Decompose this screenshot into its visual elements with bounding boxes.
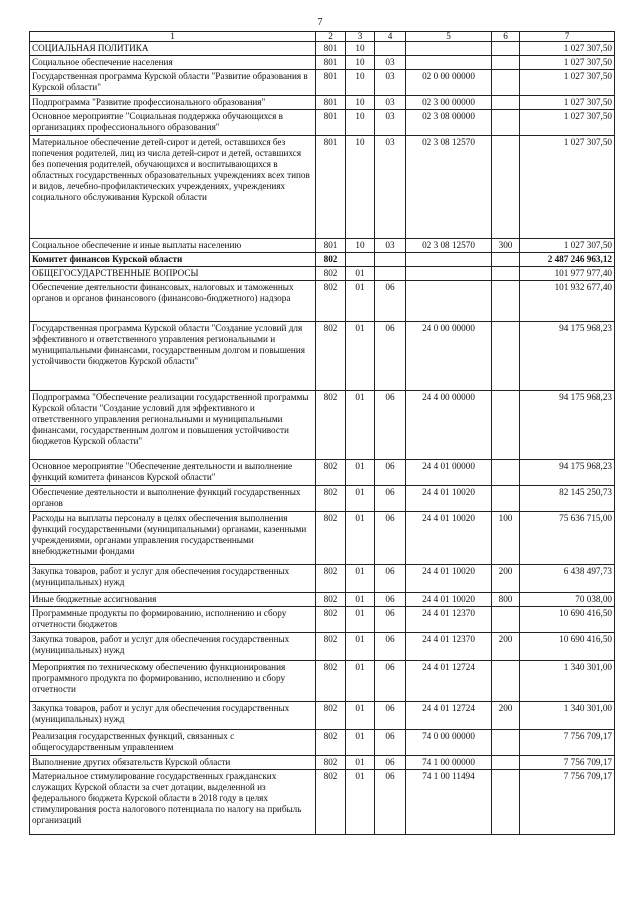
section-code-cell: 10 bbox=[346, 70, 375, 96]
section-code-cell: 01 bbox=[346, 770, 375, 835]
subsection-code-cell: 03 bbox=[375, 136, 406, 239]
amount-cell: 7 756 709,17 bbox=[520, 730, 615, 756]
target-article-cell: 02 0 00 00000 bbox=[406, 70, 492, 96]
subsection-code-cell: 03 bbox=[375, 56, 406, 70]
target-article-cell: 02 3 00 00000 bbox=[406, 96, 492, 110]
expense-type-cell: 200 bbox=[492, 633, 520, 661]
section-code-cell: 01 bbox=[346, 702, 375, 730]
admin-code-cell: 802 bbox=[316, 661, 346, 702]
table-row bbox=[30, 661, 615, 702]
section-code-cell: 01 bbox=[346, 756, 375, 770]
admin-code-cell: 801 bbox=[316, 56, 346, 70]
section-code-cell: 01 bbox=[346, 460, 375, 486]
expense-type-cell bbox=[492, 281, 520, 322]
target-article-cell bbox=[406, 42, 492, 56]
amount-cell: 1 027 307,50 bbox=[520, 110, 615, 136]
amount-cell: 70 038,00 bbox=[520, 593, 615, 607]
admin-code-cell: 801 bbox=[316, 239, 346, 253]
expense-type-cell: 800 bbox=[492, 593, 520, 607]
row-name-cell: Материальное стимулирование государственных гражданских служащих Курской области за счет дотации, выделенной из федерального бюджета Курской области в 2018 году в целях стимулирования роста налогового потенциала по налогу на прибыль организаций bbox=[30, 770, 316, 835]
section-code-cell bbox=[346, 253, 375, 267]
row-name-cell: Государственная программа Курской области "Развитие образования в Курской области" bbox=[30, 70, 316, 96]
table-body bbox=[30, 42, 615, 835]
row-name-cell: ОБЩЕГОСУДАРСТВЕННЫЕ ВОПРОСЫ bbox=[30, 267, 316, 281]
target-article-cell bbox=[406, 281, 492, 322]
table-row bbox=[30, 281, 615, 322]
amount-cell: 101 977 977,40 bbox=[520, 267, 615, 281]
subsection-code-cell: 06 bbox=[375, 391, 406, 460]
admin-code-cell: 802 bbox=[316, 322, 346, 391]
section-code-cell: 01 bbox=[346, 322, 375, 391]
target-article-cell: 74 0 00 00000 bbox=[406, 730, 492, 756]
row-name-cell: Закупка товаров, работ и услуг для обеспечения государственных (муниципальных) нужд bbox=[30, 565, 316, 593]
subsection-code-cell: 06 bbox=[375, 770, 406, 835]
expense-type-cell bbox=[492, 322, 520, 391]
table-row bbox=[30, 96, 615, 110]
amount-cell: 94 175 968,23 bbox=[520, 391, 615, 460]
row-name-cell: Закупка товаров, работ и услуг для обеспечения государственных (муниципальных) нужд bbox=[30, 702, 316, 730]
target-article-cell: 24 4 01 12370 bbox=[406, 607, 492, 633]
row-name-cell: Иные бюджетные ассигнования bbox=[30, 593, 316, 607]
budget-table bbox=[29, 31, 615, 835]
admin-code-cell: 802 bbox=[316, 565, 346, 593]
subsection-code-cell: 06 bbox=[375, 702, 406, 730]
amount-cell: 7 756 709,17 bbox=[520, 756, 615, 770]
row-name-cell: Основное мероприятие "Социальная поддержка обучающихся в организациях профессионального образования" bbox=[30, 110, 316, 136]
amount-cell: 10 690 416,50 bbox=[520, 633, 615, 661]
expense-type-cell bbox=[492, 770, 520, 835]
target-article-cell: 02 3 08 12570 bbox=[406, 239, 492, 253]
admin-code-cell: 801 bbox=[316, 136, 346, 239]
subsection-code-cell: 03 bbox=[375, 239, 406, 253]
admin-code-cell: 801 bbox=[316, 110, 346, 136]
expense-type-cell bbox=[492, 730, 520, 756]
section-code-cell: 10 bbox=[346, 136, 375, 239]
row-name-cell: Подпрограмма "Развитие профессионального образования" bbox=[30, 96, 316, 110]
amount-cell: 2 487 246 963,12 bbox=[520, 253, 615, 267]
subsection-code-cell: 06 bbox=[375, 607, 406, 633]
admin-code-cell: 802 bbox=[316, 593, 346, 607]
subsection-code-cell: 03 bbox=[375, 96, 406, 110]
admin-code-cell: 801 bbox=[316, 42, 346, 56]
amount-cell: 1 027 307,50 bbox=[520, 70, 615, 96]
expense-type-cell bbox=[492, 391, 520, 460]
admin-code-cell: 801 bbox=[316, 70, 346, 96]
header-cell: 2 bbox=[316, 32, 346, 42]
target-article-cell: 24 4 01 12370 bbox=[406, 633, 492, 661]
expense-type-cell bbox=[492, 136, 520, 239]
amount-cell: 75 636 715,00 bbox=[520, 512, 615, 565]
table-row bbox=[30, 56, 615, 70]
expense-type-cell: 300 bbox=[492, 239, 520, 253]
expense-type-cell bbox=[492, 486, 520, 512]
expense-type-cell bbox=[492, 661, 520, 702]
admin-code-cell: 802 bbox=[316, 253, 346, 267]
expense-type-cell bbox=[492, 56, 520, 70]
row-name-cell: Обеспечение деятельности финансовых, налоговых и таможенных органов и органов финансового (финансово-бюджетного) надзора bbox=[30, 281, 316, 322]
amount-cell: 10 690 416,50 bbox=[520, 607, 615, 633]
table-row bbox=[30, 607, 615, 633]
section-code-cell: 10 bbox=[346, 239, 375, 253]
table-row bbox=[30, 136, 615, 239]
target-article-cell bbox=[406, 267, 492, 281]
admin-code-cell: 802 bbox=[316, 460, 346, 486]
row-name-cell: Социальное обеспечение населения bbox=[30, 56, 316, 70]
header-cell: 7 bbox=[520, 32, 615, 42]
target-article-cell: 24 4 01 12724 bbox=[406, 702, 492, 730]
table-row bbox=[30, 565, 615, 593]
row-name-cell: Социальное обеспечение и иные выплаты населению bbox=[30, 239, 316, 253]
subsection-code-cell: 06 bbox=[375, 281, 406, 322]
section-code-cell: 01 bbox=[346, 661, 375, 702]
subsection-code-cell: 06 bbox=[375, 633, 406, 661]
subsection-code-cell: 06 bbox=[375, 661, 406, 702]
amount-cell: 94 175 968,23 bbox=[520, 322, 615, 391]
row-name-cell: СОЦИАЛЬНАЯ ПОЛИТИКА bbox=[30, 42, 316, 56]
table-row bbox=[30, 70, 615, 96]
expense-type-cell bbox=[492, 756, 520, 770]
row-name-cell: Материальное обеспечение детей-сирот и детей, оставшихся без попечения родителей, лиц из числа детей-сирот и детей, оставшихся без попечения родителей, обучающихся и воспитывающихся в областных государственных образовательных учреждениях всех типов и видов, лечебно-профилактических учреждениях, учреждениях социального обслуживания Курской области bbox=[30, 136, 316, 239]
row-name-cell: Государственная программа Курской области "Создание условий для эффективного и ответственного управления региональными и муниципальными финансами, государственным долгом и повышения устойчивости бюджетов Курской области" bbox=[30, 322, 316, 391]
amount-cell: 1 027 307,50 bbox=[520, 42, 615, 56]
table-row bbox=[30, 702, 615, 730]
admin-code-cell: 802 bbox=[316, 267, 346, 281]
subsection-code-cell bbox=[375, 253, 406, 267]
header-cell: 3 bbox=[346, 32, 375, 42]
table-row bbox=[30, 239, 615, 253]
target-article-cell: 74 1 00 00000 bbox=[406, 756, 492, 770]
section-code-cell: 10 bbox=[346, 42, 375, 56]
page-number: 7 bbox=[317, 17, 323, 28]
header-row bbox=[30, 32, 615, 42]
table-row bbox=[30, 42, 615, 56]
subsection-code-cell: 06 bbox=[375, 322, 406, 391]
target-article-cell: 24 4 01 00000 bbox=[406, 460, 492, 486]
expense-type-cell: 200 bbox=[492, 702, 520, 730]
expense-type-cell bbox=[492, 96, 520, 110]
admin-code-cell: 802 bbox=[316, 486, 346, 512]
row-name-cell: Основное мероприятие "Обеспечение деятельности и выполнение функций комитета финансов Курской области" bbox=[30, 460, 316, 486]
table-row bbox=[30, 486, 615, 512]
row-name-cell: Реализация государственных функций, связанных с общегосударственным управлением bbox=[30, 730, 316, 756]
table-row bbox=[30, 267, 615, 281]
row-name-cell: Мероприятия по техническому обеспечению функционирования программного продукта по формированию, исполнению и сбору отчетности bbox=[30, 661, 316, 702]
subsection-code-cell: 06 bbox=[375, 512, 406, 565]
expense-type-cell: 200 bbox=[492, 565, 520, 593]
target-article-cell: 74 1 00 11494 bbox=[406, 770, 492, 835]
expense-type-cell bbox=[492, 267, 520, 281]
header-cell: 6 bbox=[492, 32, 520, 42]
target-article-cell: 24 4 01 10020 bbox=[406, 565, 492, 593]
target-article-cell: 02 3 08 12570 bbox=[406, 136, 492, 239]
amount-cell: 1 340 301,00 bbox=[520, 661, 615, 702]
admin-code-cell: 802 bbox=[316, 512, 346, 565]
subsection-code-cell bbox=[375, 42, 406, 56]
amount-cell: 82 145 250,73 bbox=[520, 486, 615, 512]
expense-type-cell bbox=[492, 607, 520, 633]
expense-type-cell bbox=[492, 253, 520, 267]
subsection-code-cell: 03 bbox=[375, 70, 406, 96]
admin-code-cell: 802 bbox=[316, 770, 346, 835]
subsection-code-cell: 06 bbox=[375, 486, 406, 512]
row-name-cell: Комитет финансов Курской области bbox=[30, 253, 316, 267]
table-row bbox=[30, 512, 615, 565]
section-code-cell: 10 bbox=[346, 110, 375, 136]
admin-code-cell: 802 bbox=[316, 730, 346, 756]
amount-cell: 7 756 709,17 bbox=[520, 770, 615, 835]
admin-code-cell: 802 bbox=[316, 633, 346, 661]
admin-code-cell: 802 bbox=[316, 391, 346, 460]
expense-type-cell bbox=[492, 42, 520, 56]
target-article-cell: 24 4 01 10020 bbox=[406, 486, 492, 512]
admin-code-cell: 802 bbox=[316, 281, 346, 322]
subsection-code-cell: 06 bbox=[375, 730, 406, 756]
amount-cell: 101 932 677,40 bbox=[520, 281, 615, 322]
table-row bbox=[30, 460, 615, 486]
row-name-cell: Закупка товаров, работ и услуг для обеспечения государственных (муниципальных) нужд bbox=[30, 633, 316, 661]
target-article-cell: 24 4 01 12724 bbox=[406, 661, 492, 702]
table-row bbox=[30, 730, 615, 756]
row-name-cell: Подпрограмма "Обеспечение реализации государственной программы Курской области "Создание условий для эффективного и ответственного управления региональными и муниципальными финансами, государственным долгом и повышения устойчивости бюджетов Курской области" bbox=[30, 391, 316, 460]
section-code-cell: 10 bbox=[346, 56, 375, 70]
section-code-cell: 01 bbox=[346, 593, 375, 607]
row-name-cell: Расходы на выплаты персоналу в целях обеспечения выполнения функций государственными (муниципальными) органами, казенными учреждениями, органами управления государственными внебюджетными фондами bbox=[30, 512, 316, 565]
table-row bbox=[30, 770, 615, 835]
amount-cell: 6 438 497,73 bbox=[520, 565, 615, 593]
amount-cell: 1 340 301,00 bbox=[520, 702, 615, 730]
target-article-cell bbox=[406, 56, 492, 70]
expense-type-cell: 100 bbox=[492, 512, 520, 565]
subsection-code-cell: 06 bbox=[375, 593, 406, 607]
table-row bbox=[30, 253, 615, 267]
section-code-cell: 01 bbox=[346, 281, 375, 322]
section-code-cell: 01 bbox=[346, 391, 375, 460]
amount-cell: 1 027 307,50 bbox=[520, 239, 615, 253]
target-article-cell: 24 4 01 10020 bbox=[406, 512, 492, 565]
admin-code-cell: 801 bbox=[316, 96, 346, 110]
admin-code-cell: 802 bbox=[316, 756, 346, 770]
expense-type-cell bbox=[492, 460, 520, 486]
target-article-cell: 02 3 08 00000 bbox=[406, 110, 492, 136]
target-article-cell: 24 0 00 00000 bbox=[406, 322, 492, 391]
expense-type-cell bbox=[492, 110, 520, 136]
section-code-cell: 01 bbox=[346, 486, 375, 512]
amount-cell: 1 027 307,50 bbox=[520, 136, 615, 239]
amount-cell: 94 175 968,23 bbox=[520, 460, 615, 486]
target-article-cell: 24 4 01 10020 bbox=[406, 593, 492, 607]
section-code-cell: 01 bbox=[346, 512, 375, 565]
amount-cell: 1 027 307,50 bbox=[520, 96, 615, 110]
target-article-cell: 24 4 00 00000 bbox=[406, 391, 492, 460]
section-code-cell: 01 bbox=[346, 607, 375, 633]
table-row bbox=[30, 391, 615, 460]
subsection-code-cell: 06 bbox=[375, 565, 406, 593]
header-cell: 1 bbox=[30, 32, 316, 42]
table-row bbox=[30, 110, 615, 136]
section-code-cell: 01 bbox=[346, 633, 375, 661]
admin-code-cell: 802 bbox=[316, 607, 346, 633]
table-row bbox=[30, 756, 615, 770]
row-name-cell: Программные продукты по формированию, исполнению и сбору отчетности бюджетов bbox=[30, 607, 316, 633]
subsection-code-cell: 06 bbox=[375, 756, 406, 770]
table-row bbox=[30, 593, 615, 607]
section-code-cell: 01 bbox=[346, 267, 375, 281]
header-cell: 5 bbox=[406, 32, 492, 42]
row-name-cell: Выполнение других обязательств Курской области bbox=[30, 756, 316, 770]
row-name-cell: Обеспечение деятельности и выполнение функций государственных органов bbox=[30, 486, 316, 512]
table-row bbox=[30, 633, 615, 661]
section-code-cell: 10 bbox=[346, 96, 375, 110]
target-article-cell bbox=[406, 253, 492, 267]
subsection-code-cell bbox=[375, 267, 406, 281]
table-row bbox=[30, 322, 615, 391]
subsection-code-cell: 03 bbox=[375, 110, 406, 136]
amount-cell: 1 027 307,50 bbox=[520, 56, 615, 70]
section-code-cell: 01 bbox=[346, 565, 375, 593]
header-cell: 4 bbox=[375, 32, 406, 42]
subsection-code-cell: 06 bbox=[375, 460, 406, 486]
expense-type-cell bbox=[492, 70, 520, 96]
section-code-cell: 01 bbox=[346, 730, 375, 756]
admin-code-cell: 802 bbox=[316, 702, 346, 730]
